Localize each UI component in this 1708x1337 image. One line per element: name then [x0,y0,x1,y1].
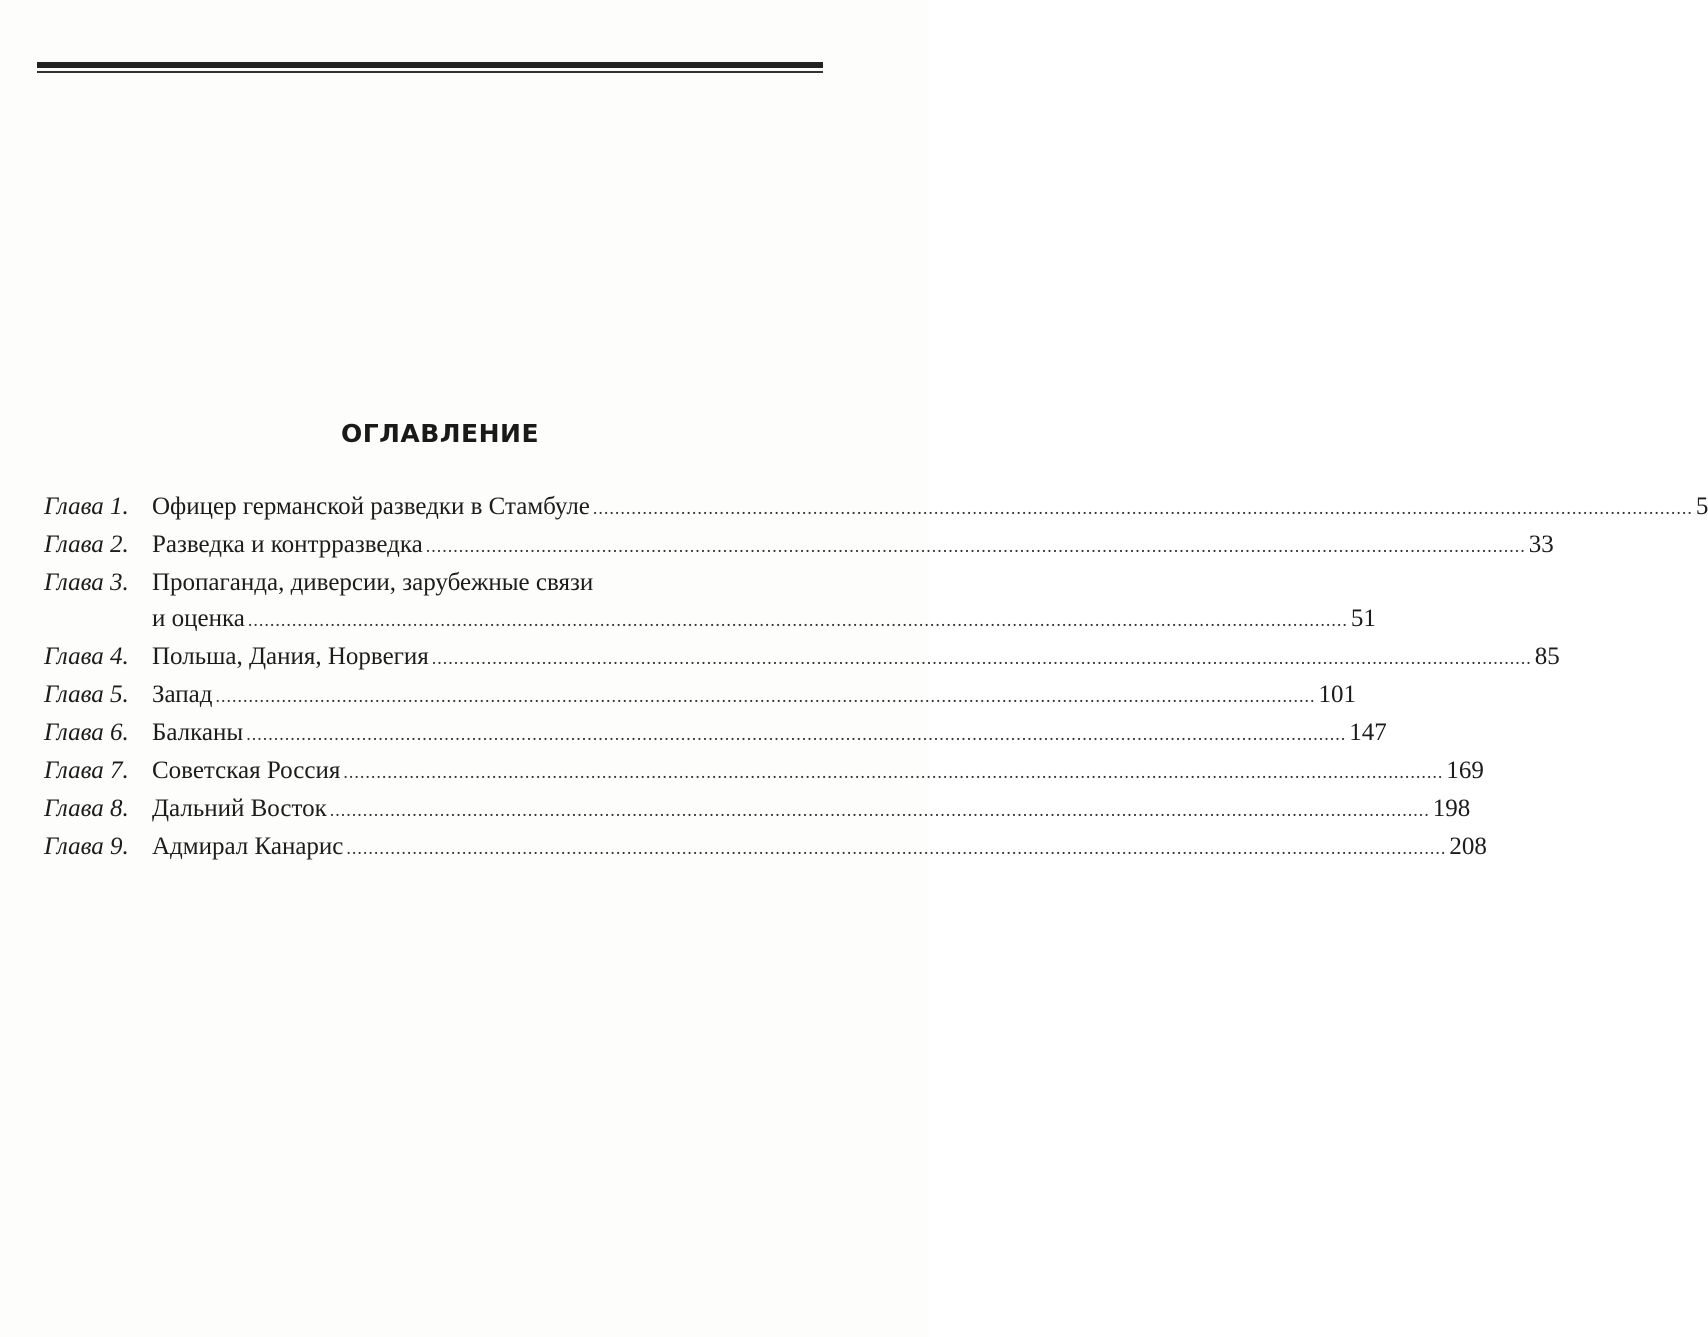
toc-heading: ОГЛАВЛЕНИЕ [340,419,540,448]
toc-entry [44,714,1387,752]
chapter-label: Глава 7. [44,757,129,784]
chapter-title: Советская Россия [152,757,341,784]
chapter-title: Польша, Дания, Норвегия [152,643,429,670]
chapter-label: Глава 4. [44,643,129,670]
toc-entry [44,676,1356,714]
chapter-title: Запад [152,681,213,708]
toc-entry [44,526,1554,564]
page-number: 169 [1446,757,1484,784]
page-number: 85 [1534,643,1560,670]
chapter-title: Пропаганда, диверсии, зарубежные связи [152,569,594,596]
chapter-title: Балканы [152,719,244,746]
chapter-label: Глава 6. [44,719,129,746]
dot-leader: ........................................................................................................................................................................................................ [431,648,1532,668]
chapter-label: Глава 8. [44,795,129,822]
page-number: 101 [1318,681,1356,708]
chapter-label: Глава 1. [44,493,129,520]
chapter-label: Глава 3. [44,569,129,596]
dot-leader: ........................................................................................................................................................................................................ [425,536,1526,556]
toc-entry [44,564,1376,638]
dot-leader: ........................................................................................................................................................................................................ [247,610,1348,630]
dot-leader: ........................................................................................................................................................................................................ [329,800,1430,820]
header-rule-thin [37,71,823,73]
chapter-title: Дальний Восток [152,795,327,822]
chapter-label: Глава 2. [44,531,129,558]
chapter-title: Разведка и контрразведка [152,531,423,558]
page-number: 33 [1528,531,1554,558]
dot-leader: ........................................................................................................................................................................................................ [346,838,1447,858]
dot-leader: ........................................................................................................................................................................................................ [215,686,1316,706]
toc-entry [44,790,1471,828]
page-number: 51 [1350,605,1376,632]
table-of-contents [44,488,1708,866]
page-number: 5 [1695,493,1708,520]
toc-entry [44,638,1560,676]
page-number: 147 [1349,719,1387,746]
page-number: 198 [1432,795,1471,822]
header-rule-thick [37,62,823,68]
chapter-title: Офицер германской разведки в Стамбуле [152,493,590,520]
chapter-title-continued: и оценка [152,605,245,632]
dot-leader: ........................................................................................................................................................................................................ [592,498,1693,518]
toc-entry [44,488,1708,526]
toc-entry [44,752,1484,790]
chapter-label: Глава 9. [44,833,129,860]
dot-leader: ........................................................................................................................................................................................................ [343,762,1444,782]
dot-leader: ........................................................................................................................................................................................................ [246,724,1347,744]
chapter-label: Глава 5. [44,681,129,708]
toc-entry [44,828,1487,866]
chapter-title: Адмирал Канарис [152,833,344,860]
page-number: 208 [1449,833,1487,860]
